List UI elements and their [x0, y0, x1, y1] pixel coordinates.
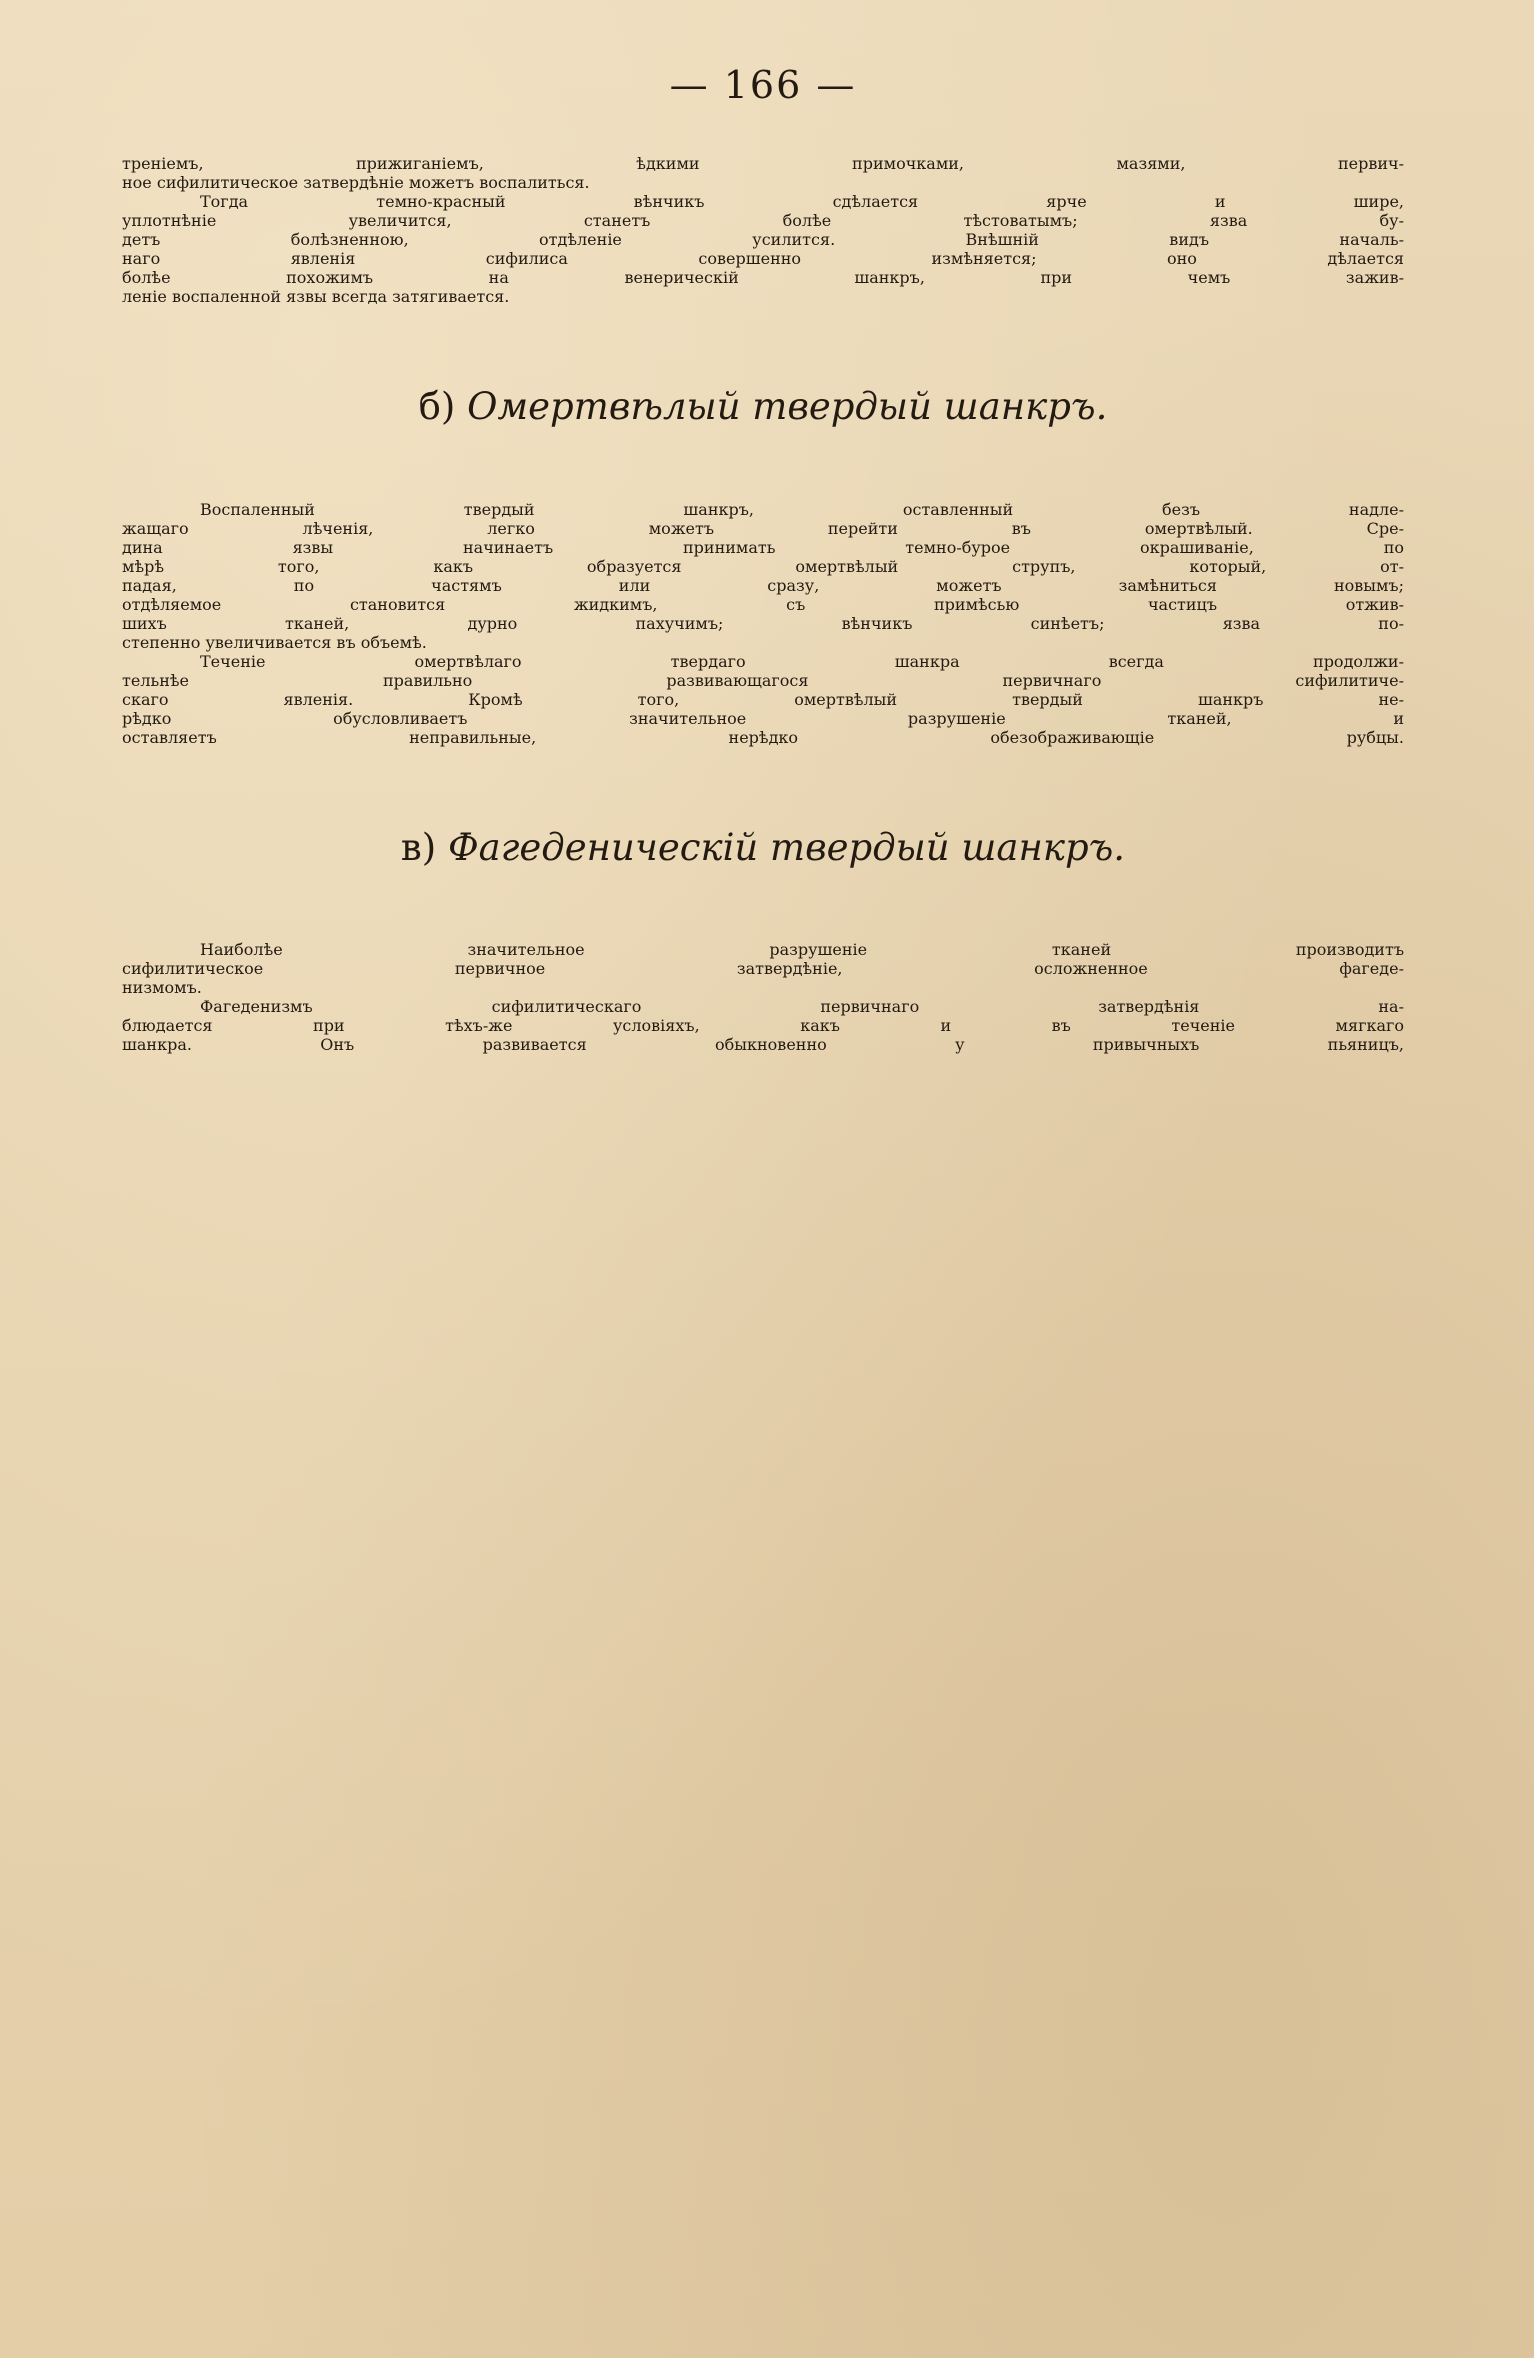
book-page	[122, 60, 1404, 1054]
text-line: болѣе похожимъ на венерическій шанкръ, при чемъ зажив-	[122, 268, 1404, 287]
text-line: блюдается при тѣхъ-же условіяхъ, какъ и въ теченіе мягкаго	[122, 1016, 1404, 1036]
text-line: сифилитическое первичное затвердѣніе, осложненное фагеде-	[122, 959, 1404, 979]
text-line: степенно увеличивается въ объемѣ.	[122, 632, 427, 652]
text-line: детъ болѣзненною, отдѣленіе усилится. Внѣшній видъ началь-	[122, 230, 1404, 249]
text-line: тельнѣе правильно развивающагося первичнаго сифилитиче-	[122, 670, 1404, 690]
text-line: наго явленія сифилиса совершенно измѣняется; оно дѣлается	[122, 249, 1404, 268]
section-letter: б)	[418, 385, 456, 428]
paragraph-continuation	[122, 154, 1404, 192]
text-line: Фагеденизмъ сифилитическаго первичнаго затвердѣнія на-	[200, 997, 1404, 1017]
text-line: Теченіе омертвѣлаго твердаго шанкра всегда продолжи-	[200, 651, 1404, 671]
text-line: ное сифилитическое затвердѣніе можетъ воспалиться.	[122, 173, 590, 192]
text-line: треніемъ, прижиганіемъ, ѣдкими примочками, мазями, первич-	[122, 154, 1404, 173]
text-line: скаго явленія. Кромѣ того, омертвѣлый твердый шанкръ не-	[122, 689, 1404, 709]
text-line: низмомъ.	[122, 978, 202, 998]
paragraph-phagedenic-destruction	[122, 940, 1404, 997]
page-number: — 166 —	[669, 63, 857, 107]
text-line: Наиболѣе значительное разрушеніе тканей производитъ	[200, 940, 1404, 960]
text-line: мѣрѣ того, какъ образуется омертвѣлый струпъ, который, от-	[122, 556, 1404, 576]
text-line: жащаго лѣченія, легко можетъ перейти въ омертвѣлый. Сре-	[122, 518, 1404, 538]
text-line: падая, по частямъ или сразу, можетъ замѣниться новымъ;	[122, 575, 1404, 595]
text-line: шанкра. Онъ развивается обыкновенно у привычныхъ пьяницъ,	[122, 1035, 1404, 1055]
text-line: отдѣляемое становится жидкимъ, съ примѣсью частицъ отжив-	[122, 594, 1404, 614]
text-line: дина язвы начинаетъ принимать темно-бурое окрашиваніе, по	[122, 537, 1404, 557]
text-line: Тогда темно-красный вѣнчикъ сдѣлается ярче и шире,	[200, 192, 1404, 211]
section-letter: в)	[400, 825, 437, 869]
text-line: Воспаленный твердый шанкръ, оставленный безъ надле-	[200, 499, 1404, 519]
section-title: Омертвѣлый твердый шанкръ.	[467, 385, 1108, 428]
text-line: леніе воспаленной язвы всегда затягивается.	[122, 287, 510, 306]
paragraph-necrotic-course	[122, 652, 1404, 747]
text-line: оставляетъ неправильные, нерѣдко обезображивающіе рубцы.	[122, 727, 1404, 747]
paragraph-inflamed-chancre	[122, 192, 1404, 306]
text-line: уплотнѣніе увеличится, станетъ болѣе тѣстоватымъ; язва бу-	[122, 211, 1404, 230]
section-heading-v	[122, 817, 1404, 879]
paragraph-necrotic-chancre	[122, 500, 1404, 652]
text-line: рѣдко обусловливаетъ значительное разрушеніе тканей, и	[122, 708, 1404, 728]
section-title: Фагеденическій твердый шанкръ.	[447, 825, 1126, 869]
paragraph-phagedenism-conditions	[122, 997, 1404, 1054]
text-line: шихъ тканей, дурно пахучимъ; вѣнчикъ синѣетъ; язва по-	[122, 613, 1404, 633]
section-heading-b	[122, 376, 1404, 438]
